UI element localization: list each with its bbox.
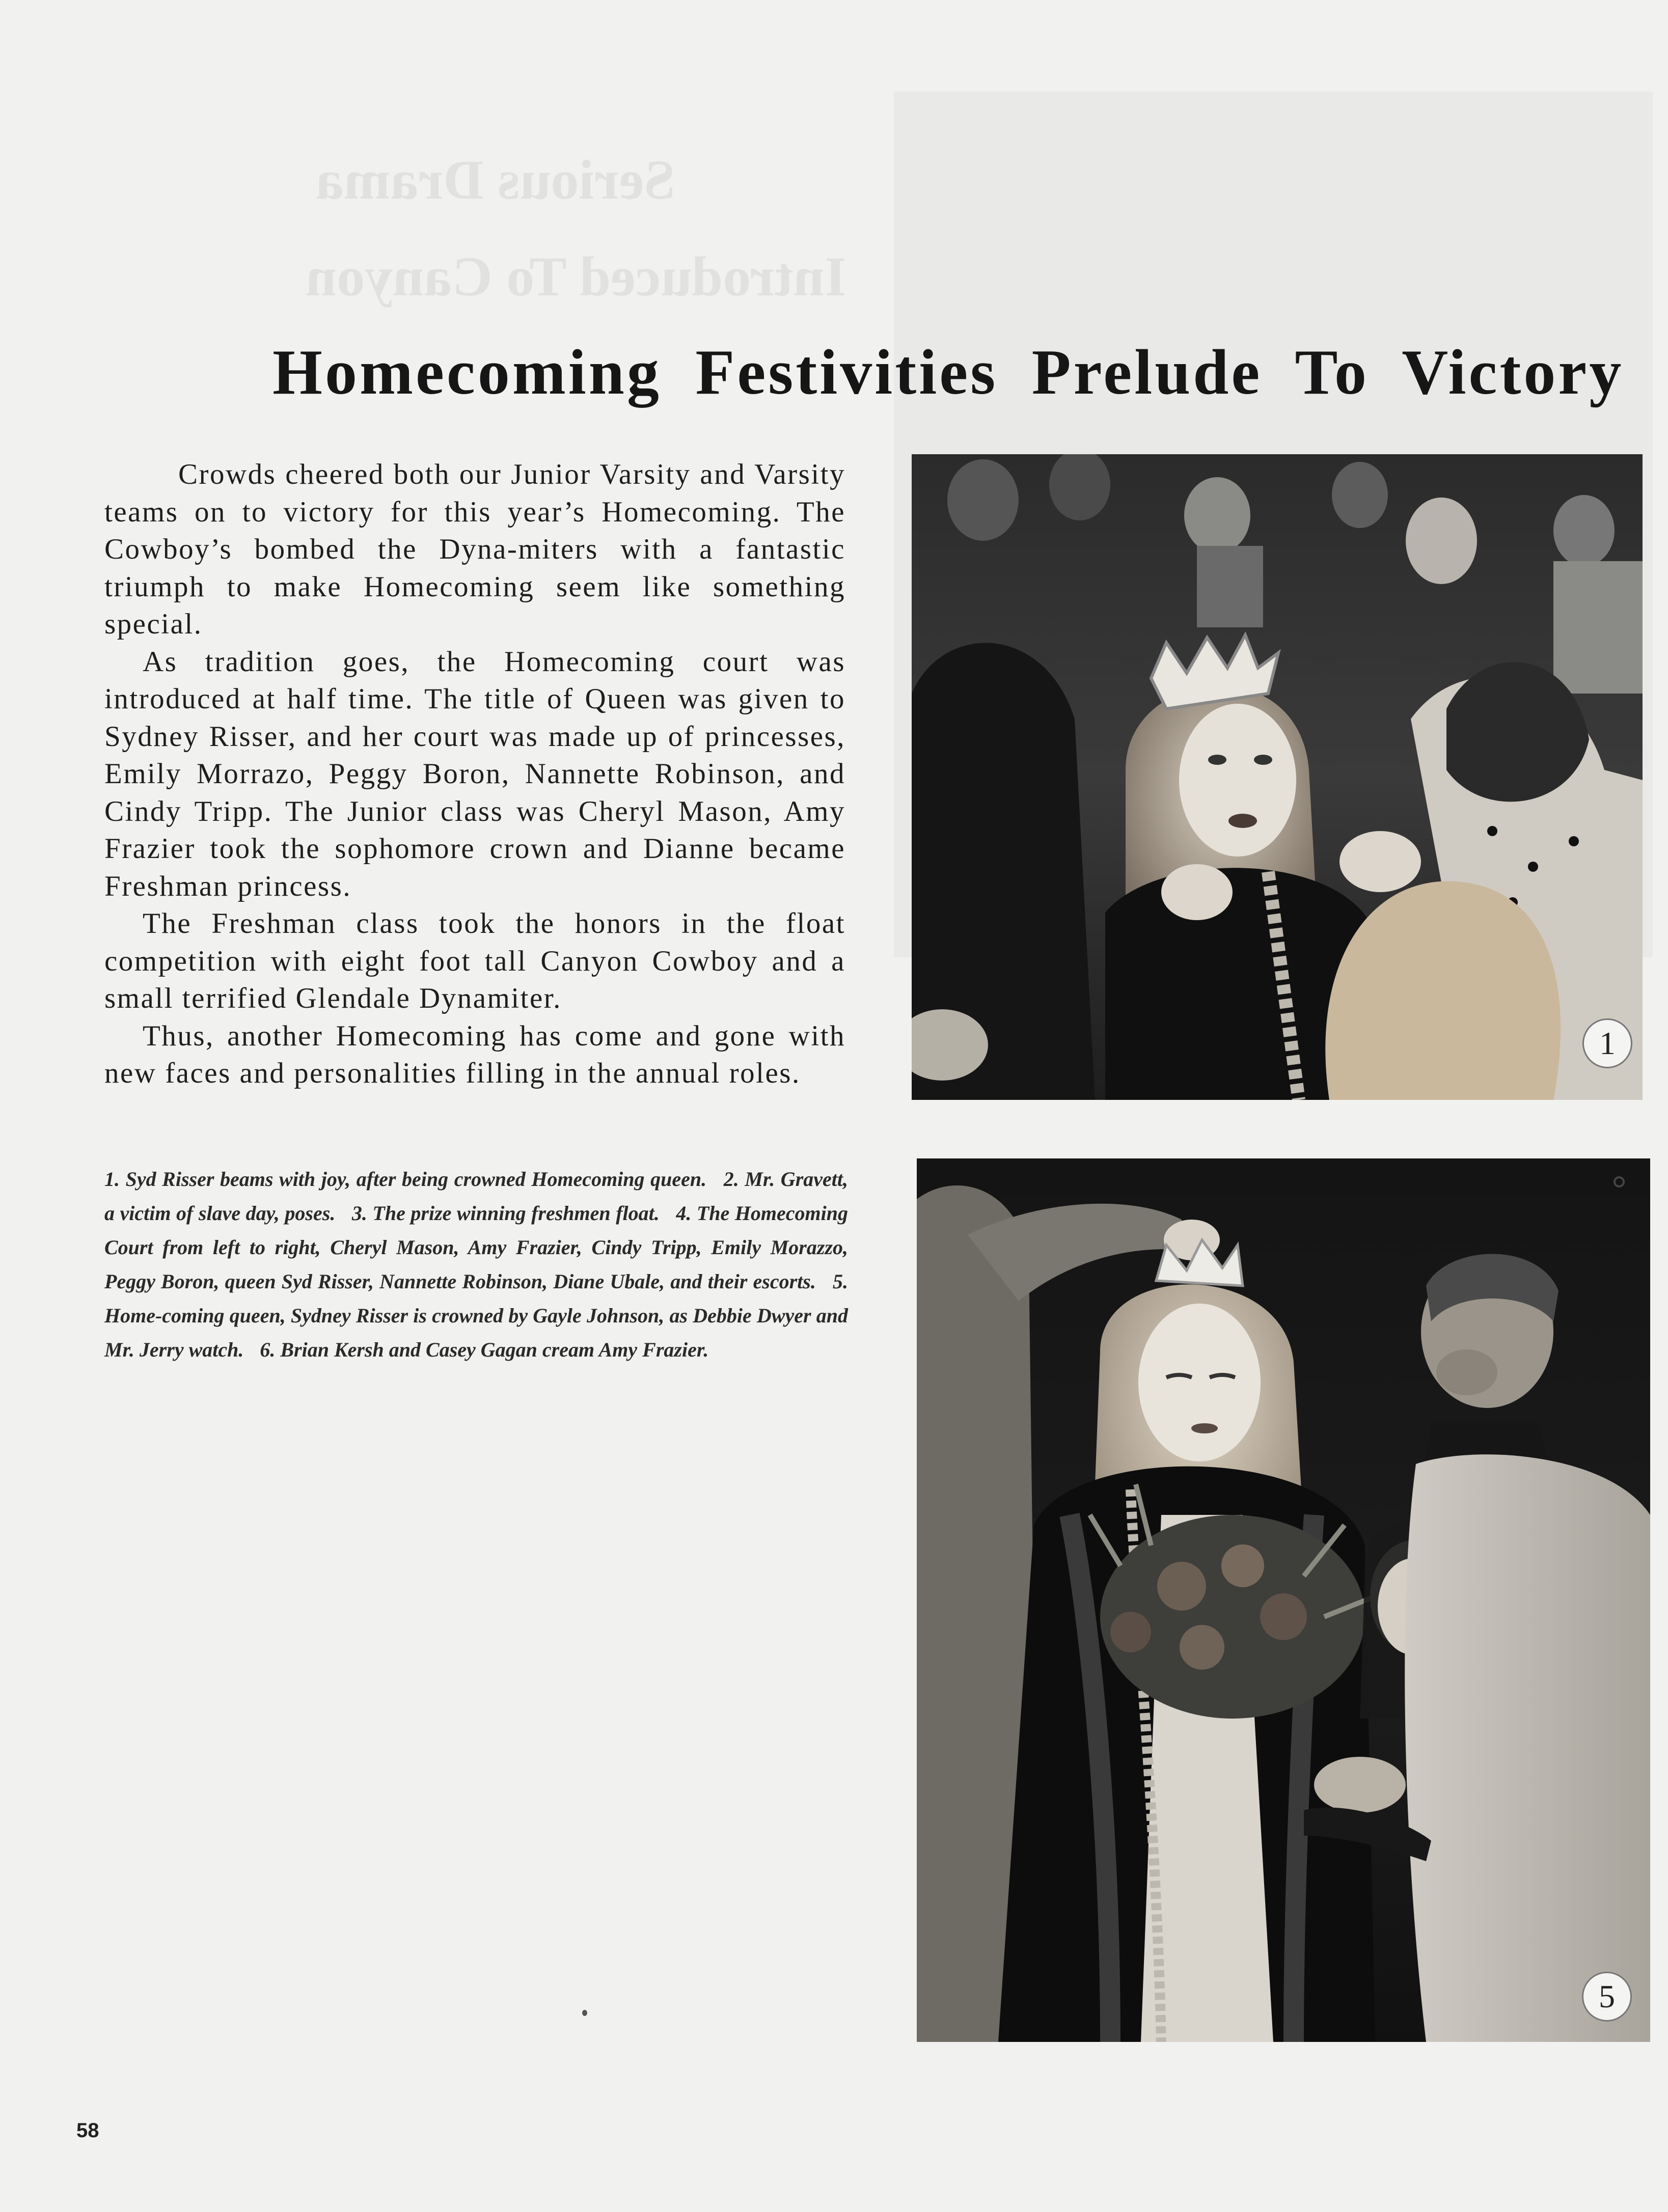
caption-6: 6. Brian Kersh and Casey Gagan cream Amy Frazier. <box>260 1338 709 1361</box>
photo-number-badge: 5 <box>1582 1972 1632 2022</box>
page-number: 58 <box>76 2119 99 2142</box>
photo-number-badge: 1 <box>1582 1018 1632 1068</box>
caption-3: 3. The prize winning freshmen float. <box>351 1202 660 1225</box>
print-speck <box>582 2010 587 2016</box>
caption-2: 2. Mr. Gravett, a victim of slave day, poses. <box>104 1168 848 1225</box>
article-body <box>104 456 845 1092</box>
caption-1: 1. Syd Risser beams with joy, after being crowned Homecoming queen. <box>104 1168 707 1191</box>
caption-4: 4. The Homecoming Court from left to right, Cheryl Mason, Amy Frazier, Cindy Tripp, Emily Morazzo, Peggy Boron, queen Syd Risser, Nannette Robinson, Diane Ubale, and their escorts. <box>104 1202 849 1293</box>
caption-5: 5. Home-coming queen, Sydney Risser is crowned by Gayle Johnson, as Debbie Dwyer and Mr. Jerry watch. <box>104 1270 848 1361</box>
body-paragraph-1: Crowds cheered both our Junior Varsity and Varsity teams on to victory for this year’s Homecoming. The Cowboy’s bombed the Dyna-miters with a fantastic triumph to make Homecoming seem like something special. <box>104 458 845 640</box>
photo-captions <box>104 1162 848 1367</box>
photo-queen-in-crowd <box>912 454 1643 1100</box>
bleed-through-headline-2: Introduced To Canyon <box>306 245 846 308</box>
print-speck <box>1614 1176 1625 1187</box>
photo-5-illustration <box>917 1158 1650 2042</box>
photo-queen-crowned <box>917 1158 1650 2042</box>
body-paragraph-3: The Freshman class took the honors in the float competition with eight foot tall Canyon Cowboy and a small terrified Glendale Dynamiter. <box>104 907 845 1014</box>
bleed-through-headline-1: Serious Drama <box>316 149 675 211</box>
body-paragraph-2: As tradition goes, the Homecoming court was introduced at half time. The title of Queen was given to Sydney Risser, and her court was made up of princesses, Emily Morrazo, Peggy Boron, Nannette Robinson, and Cindy Tripp. The Junior class was Cheryl Mason, Amy Frazier took the sophomore crown and Dianne became Freshman princess. <box>104 645 845 902</box>
page-headline: Homecoming Festivities Prelude To Victory <box>272 337 1624 408</box>
body-paragraph-4: Thus, another Homecoming has come and gone with new faces and personalities filling in the annual roles. <box>104 1019 845 1089</box>
photo-1-illustration <box>912 454 1643 1100</box>
